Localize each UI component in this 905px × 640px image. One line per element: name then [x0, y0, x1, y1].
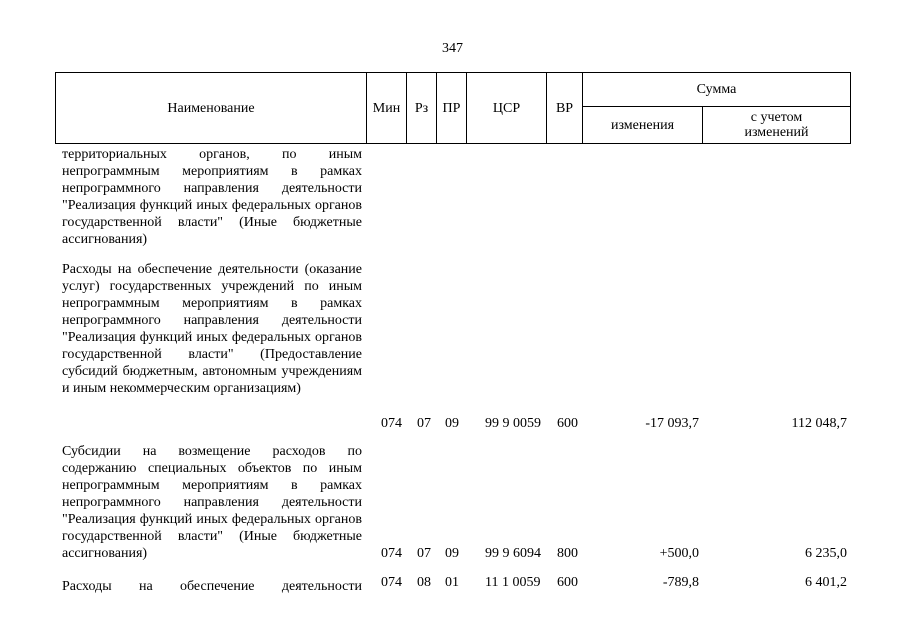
row-rz: 08 [417, 575, 431, 590]
row-name: Субсидии на возмещение расходов по содержанию специальных объектов по иным непрограммным мероприятиям в рамках непрограммного направления деятельности "Реализация функций иных федеральных органов государственной власти" (Иные бюджетные ассигнования) [62, 444, 362, 561]
row-csr: 99 9 6094 [485, 546, 541, 561]
row-name: территориальных органов, по иным непрограммным мероприятиям в рамках непрограммного направления деятельности "Реализация функций иных федеральных органов государственной власти" (Иные бюджетные ассигнования) [62, 147, 362, 247]
row-change: -789,8 [662, 575, 699, 590]
row-min: 074 [381, 416, 402, 431]
row-total: 6 235,0 [805, 546, 847, 561]
row-vr: 600 [557, 575, 578, 590]
row-total: 112 048,7 [791, 416, 847, 431]
row-change: -17 093,7 [645, 416, 699, 431]
row-rz: 07 [417, 546, 431, 561]
row-csr: 99 9 0059 [485, 416, 541, 431]
header-vr: ВР [555, 100, 574, 116]
row-total: 6 401,2 [805, 575, 847, 590]
row-pr: 09 [445, 416, 459, 431]
row-change: +500,0 [659, 546, 699, 561]
row-name: Расходы на обеспечение деятельности (оказание услуг) государственных учреждений по иным непрограммным мероприятиям в рамках непрограммного направления деятельности "Реализация функций иных федеральных органов государственной власти" (Предоставление субсидий бюджетным, автономным учреждениям и иным некоммерческим организациям) [62, 262, 362, 396]
row-min: 074 [381, 575, 402, 590]
header-name: Наименование [167, 100, 255, 116]
header-pr: ПР [442, 100, 461, 116]
header-with-change: с учетом изменений [744, 110, 809, 140]
row-pr: 01 [445, 575, 459, 590]
header-min: Мин [372, 100, 401, 116]
header-rz: Рз [414, 100, 429, 116]
header-csr: ЦСР [492, 100, 521, 116]
header-change: изменения [610, 117, 675, 133]
header-summa: Сумма [696, 82, 737, 97]
row-min: 074 [381, 546, 402, 561]
row-csr: 11 1 0059 [485, 575, 541, 590]
row-vr: 600 [557, 416, 578, 431]
row-rz: 07 [417, 416, 431, 431]
page-number: 347 [442, 41, 463, 56]
row-vr: 800 [557, 546, 578, 561]
row-pr: 09 [445, 546, 459, 561]
row-name: Расходы на обеспечение деятельности [62, 579, 362, 594]
